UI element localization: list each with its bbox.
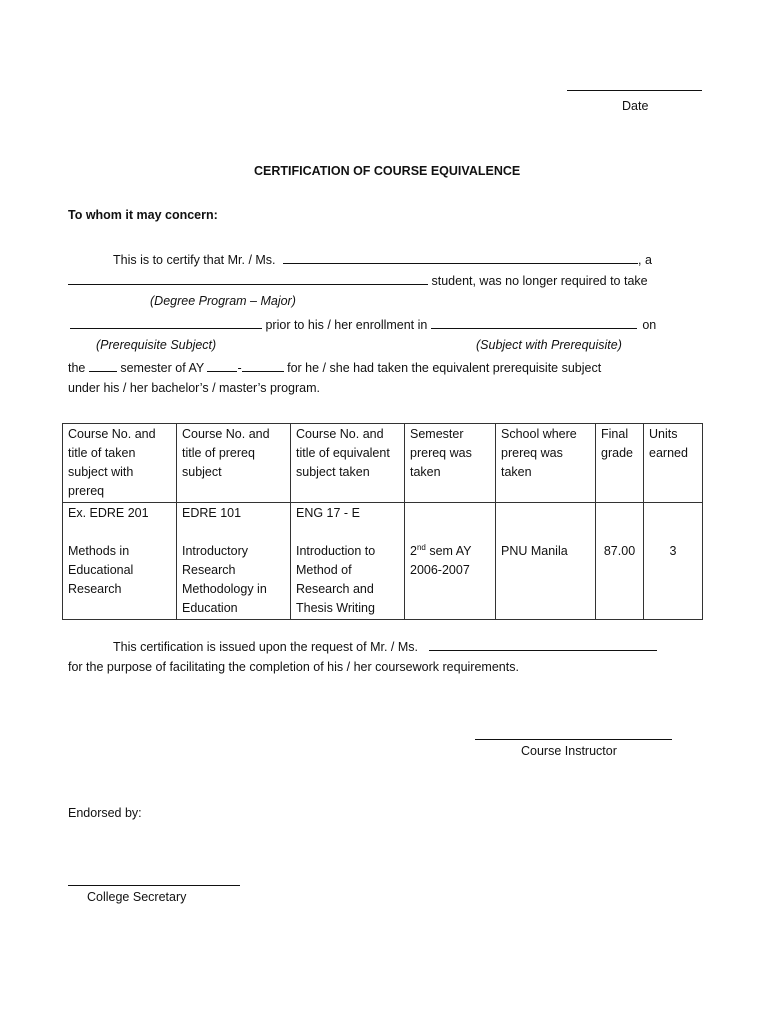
certify-text: This is to certify that Mr. / Ms.: [113, 253, 276, 267]
line4-the: the: [68, 361, 86, 375]
ay-start-blank[interactable]: [207, 359, 237, 372]
header-cell: School where prereq was taken: [496, 424, 596, 503]
line4-semester: semester of AY: [120, 361, 204, 375]
para1-line4: [68, 359, 601, 375]
header-cell: Units earned: [644, 424, 703, 503]
example-title-cell: [177, 524, 291, 620]
request-text: This certification is issued upon the request of Mr. / Ms.: [113, 640, 418, 654]
line4-rest: for he / she had taken the equivalent prerequisite subject: [287, 361, 602, 375]
units-cell: [644, 524, 703, 620]
header-cell: Course No. and title of prereq subject: [177, 424, 291, 503]
header-cell: Course No. and title of equivalent subject taken: [291, 424, 405, 503]
school-cell: [496, 524, 596, 620]
ay-end-blank[interactable]: [242, 359, 284, 372]
subject-with-prereq-blank[interactable]: [431, 316, 637, 329]
degree-program-hint: (Degree Program – Major): [150, 294, 296, 308]
line3-end: on: [642, 318, 657, 332]
units-value: 3: [669, 544, 677, 558]
degree-program-blank[interactable]: [68, 272, 428, 285]
example-code-cell: ENG 17 - E: [291, 503, 405, 525]
para2-line2: for the purpose of facilitating the completion of his / her coursework requirements.: [68, 660, 519, 674]
example-title: Introduction to Method of Research and Thesis Writing: [296, 544, 376, 615]
para1-line5: under his / her bachelor’s / master’s program.: [68, 381, 320, 395]
grade-cell: [596, 524, 644, 620]
prereq-subject-hint: (Prerequisite Subject): [96, 338, 217, 352]
date-signature-line[interactable]: [567, 90, 702, 91]
equivalence-table: [62, 423, 703, 620]
instructor-signature-line[interactable]: [475, 739, 672, 740]
table-cell: [405, 503, 496, 525]
semester-blank[interactable]: [89, 359, 117, 372]
para1-line3: [70, 316, 656, 332]
header-cell: Course No. and title of taken subject with prereq: [63, 424, 177, 503]
requester-name-blank[interactable]: [429, 638, 657, 651]
example-code-cell: EDRE 101: [177, 503, 291, 525]
line3-mid: prior to his / her enrollment in: [265, 318, 428, 332]
document-title: CERTIFICATION OF COURSE EQUIVALENCE: [254, 164, 521, 178]
example-title-cell: [291, 524, 405, 620]
date-label: Date: [622, 99, 649, 113]
semester-cell: [405, 524, 496, 620]
para1-line2: [68, 272, 648, 288]
table-row: [63, 524, 703, 620]
semester-rest: sem AY 2006-2007: [410, 544, 472, 577]
header-cell: Final grade: [596, 424, 644, 503]
secretary-signature-line[interactable]: [68, 885, 240, 886]
endorsed-label: Endorsed by:: [68, 806, 142, 820]
para2-line1: [113, 638, 657, 654]
prereq-subject-blank[interactable]: [70, 316, 262, 329]
subject-with-prereq-hint: (Subject with Prerequisite): [476, 338, 622, 352]
table-cell: [596, 503, 644, 525]
semester-num: 2: [410, 544, 417, 558]
grade-value: 87.00: [603, 544, 636, 558]
line4-dash: -: [237, 361, 242, 375]
salutation: To whom it may concern:: [68, 208, 218, 222]
table-cell: [496, 503, 596, 525]
header-cell: Semester prereq was taken: [405, 424, 496, 503]
table-header-row: [63, 424, 703, 503]
line1-end: , a: [638, 253, 652, 267]
para1-line1: [113, 251, 652, 267]
student-name-blank[interactable]: [283, 251, 638, 264]
semester-ordinal: nd: [416, 542, 426, 552]
example-code-cell: Ex. EDRE 201: [63, 503, 177, 525]
example-title: Introductory Research Methodology in Education: [182, 544, 267, 615]
line2-end: student, was no longer required to take: [431, 274, 648, 288]
example-title: Methods in Educational Research: [68, 544, 134, 596]
secretary-label: College Secretary: [87, 890, 187, 904]
table-row: [63, 503, 703, 525]
school-value: PNU Manila: [501, 544, 568, 558]
table-cell: [644, 503, 703, 525]
instructor-label: Course Instructor: [521, 744, 617, 758]
example-title-cell: [63, 524, 177, 620]
